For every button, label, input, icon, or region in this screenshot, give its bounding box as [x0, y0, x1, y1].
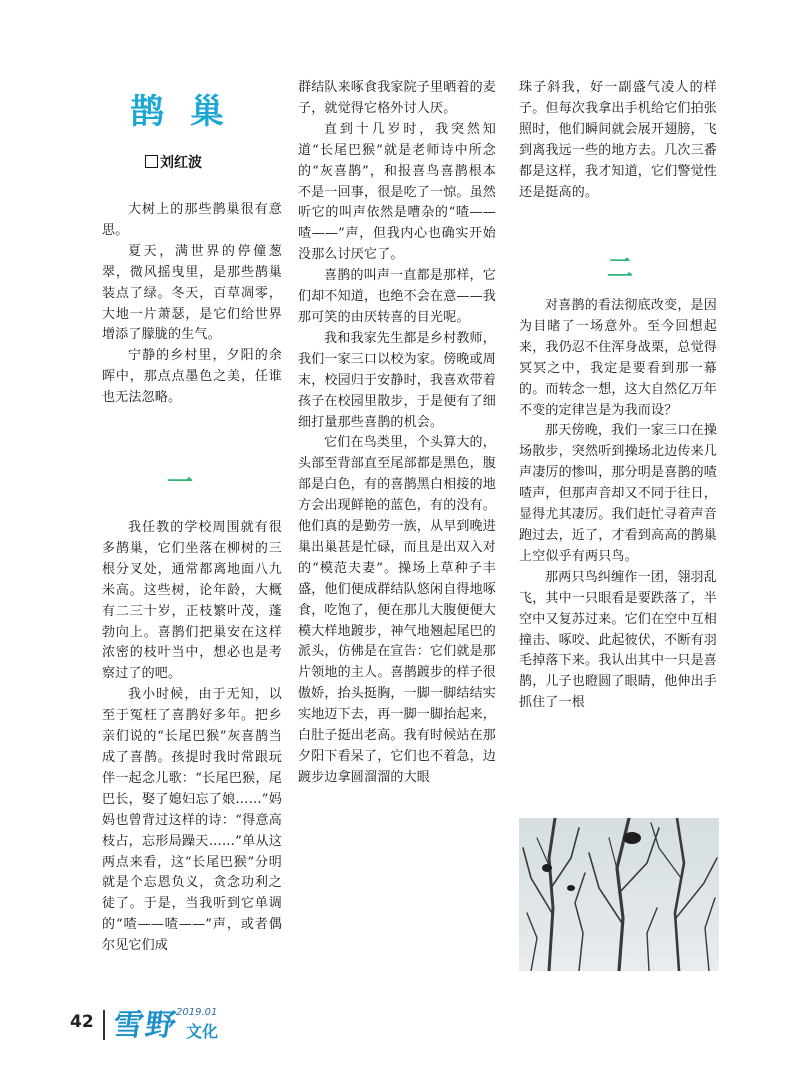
byline-box-icon — [145, 155, 158, 168]
author-byline — [145, 152, 202, 172]
paragraph: 珠子斜我，好一副盛气凌人的样子。但每次我拿出手机给它们拍张照时，他们瞬间就会展开翅膀，飞到离我远一些的地方去。几次三番都是这样，我才知道，它们警觉性还是挺高的。 — [519, 80, 718, 200]
paragraph: 群结队来啄食我家院子里晒着的麦子，就觉得它格外讨人厌。 — [298, 80, 497, 116]
paragraph: 宁静的乡村里，夕阳的余晖中，那点点墨色之美，任谁也无法忽略。 — [102, 348, 282, 406]
article-title: 鹊巢 — [130, 92, 250, 132]
column-1-continued — [102, 518, 282, 957]
section-heading-one: 一 — [166, 468, 193, 498]
paragraph: 我小时候，由于无知，以至于冤枉了喜鹊好多年。把乡亲们说的“长尾巴猴”灰喜鹊当成了喜鹊。孩提时我时常跟玩伴一起念儿歌：“长尾巴猴，尾巴长，娶了媳妇忘了娘……”妈妈也曾背过这样的诗：“得意高枝占，忘形局躁天……”单从这两点来看，这“长尾巴猴”分明就是个忘恩负义，贪念功利之徒了。于是，当我听到它单调的“喳——喳——”声，或者偶尔见它们成 — [102, 687, 282, 954]
paragraph: 对喜鹊的看法彻底改变，是因为目睹了一场意外。至今回想起来，我仍忍不住浑身战栗，总觉得冥冥之中，我定是要看到那一幕的。而转念一想，这大自然亿万年不变的定律岂是为我而设？ — [519, 298, 718, 418]
magazine-logo: 雪野 — [111, 1008, 180, 1043]
paragraph: 那两只鸟纠缠作一团，翎羽乱飞，其中一只眼看是要跌落了，半空中又复苏过来。它们在空中互相撞击、啄咬、此起彼伏，不断有羽毛掉落下来。我认出其中一只是喜鹊，儿子也瞪圆了眼睛，他伸出手抓住了一根 — [519, 569, 718, 711]
issue-date: 2019.01 — [176, 1007, 218, 1018]
author-name: 刘红波 — [160, 155, 202, 171]
magpie-nest-photo — [519, 818, 719, 971]
column-3-continued — [519, 296, 717, 714]
footer-divider — [103, 1010, 105, 1040]
paragraph: 直到十几岁时，我突然知道“长尾巴猴”就是老师诗中所念的“灰喜鹊”，和报喜鸟喜鹊根本不是一回事，很是吃了一惊。虽然听它的叫声依然是嘈杂的“喳——喳——”声，但我内心也确实开始没那么讨厌它了。 — [298, 121, 497, 263]
section-heading-two: 二 — [606, 254, 633, 284]
paragraph: 那天傍晚，我们一家三口在操场散步，突然听到操场北边传来几声凄厉的惨叫，那分明是喜鹊的喳喳声，但那声音却又不同于往日，显得尤其凄厉。我们赶忙寻着声音跑过去，近了，才看到高高的鹊巢上空似乎有两只鸟。 — [519, 423, 718, 564]
paragraph: 喜鹊的叫声一直都是那样，它们却不知道，也绝不会在意——我那可笑的由厌转喜的目光呢。 — [298, 268, 497, 325]
paragraph: 它们在鸟类里，个头算大的，头部至背部直至尾部都是黑色，腹部是白色，有的喜鹊黑白相接的地方会出现鲜艳的蓝色，有的没有。他们真的是勤劳一族，从早到晚进巢出巢甚是忙碌，而且是出双入对的“模范夫妻”。操场上草种子丰盛，他们便成群结队悠闲自得地啄食，吃饱了，便在那儿大腹便便大模大样地踱步，神气地翘起尾巴的派头，仿佛是在宣告：它们就是那片领地的主人。喜鹊踱步的样子很傲娇，抬头挺胸，一脚一脚结结实实地迈下去，再一脚一脚抬起来，白肚子挺出老高。我有时候站在那夕阳下看呆了，它们也不着急，边踱步边拿圆溜溜的大眼 — [298, 435, 497, 785]
paragraph: 夏天，满世界的停僮葱翠，微风摇曳里，是那些鹊巢装点了绿。冬天，百草凋零，大地一片萧瑟，是它们给世界增添了朦胧的生气。 — [102, 243, 282, 343]
page-number: 42 — [70, 1012, 94, 1032]
column-3 — [519, 78, 717, 203]
paragraph: 我任教的学校周围就有很多鹊巢，它们坐落在柳树的三根分叉处，通常都离地面八九米高。这些树，论年龄，大概有二三十岁，正枝繁叶茂，蓬勃向上。喜鹊们把巢安在这样浓密的枝叶当中，想必也是考察过了的吧。 — [102, 520, 282, 682]
bare-trees-illustration — [519, 818, 719, 971]
column-1 — [102, 200, 282, 409]
paragraph: 大树上的那些鹊巢很有意思。 — [102, 202, 282, 238]
magazine-subtitle: 文化 — [186, 1022, 219, 1041]
paragraph: 我和我家先生都是乡村教师，我们一家三口以校为家。傍晚或周末，校园归于安静时，我喜欢带着孩子在校园里散步，于是便有了细细打量那些喜鹊的机会。 — [298, 330, 497, 430]
column-2 — [298, 78, 496, 789]
